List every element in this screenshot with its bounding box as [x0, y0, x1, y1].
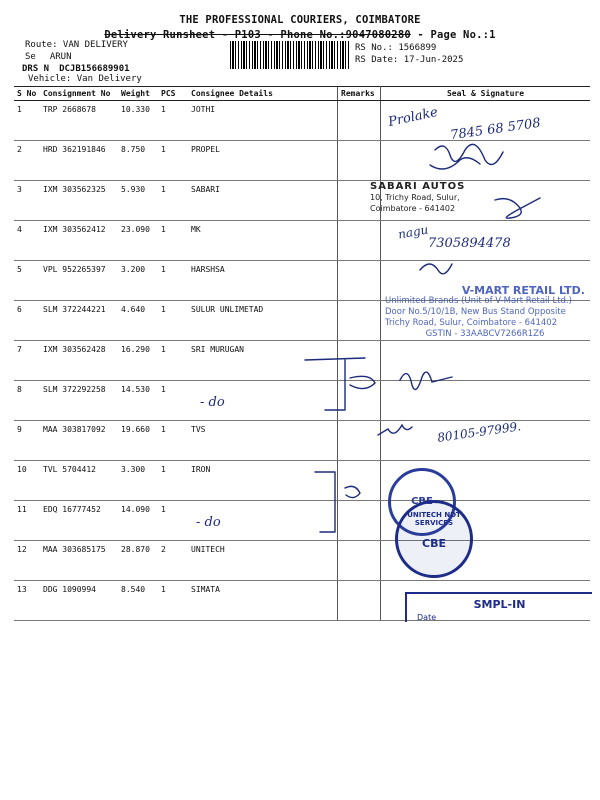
cell-pcs: 1: [158, 301, 188, 341]
cell-sno: 2: [14, 141, 40, 181]
cell-weight: 3.300: [118, 461, 158, 501]
cell-sno: 6: [14, 301, 40, 341]
row4-phone: 7305894478: [428, 236, 511, 251]
barcode: [230, 41, 350, 69]
cell-sno: 1: [14, 101, 40, 141]
cell-seal-signature: [381, 341, 591, 381]
cell-pcs: 1: [158, 581, 188, 621]
cell-remarks: [338, 461, 381, 501]
cell-weight: 3.200: [118, 261, 158, 301]
cell-consignee: MK: [188, 221, 338, 261]
document-title: THE PROFESSIONAL COURIERS, COIMBATORE: [179, 14, 421, 26]
cell-consignee: UNITECH: [188, 541, 338, 581]
cell-consignee: IRON: [188, 461, 338, 501]
vmart-brand: V-MART RETAIL LTD.: [461, 284, 585, 297]
vmart-stamp: [385, 285, 585, 340]
cell-consignee: SABARI: [188, 181, 338, 221]
subtitle-phone: No.:9047080280: [319, 29, 411, 41]
cell-remarks: [338, 101, 381, 141]
sabari-stamp: [370, 181, 465, 214]
col-remarks: Remarks: [338, 87, 381, 101]
cell-weight: 14.530: [118, 381, 158, 421]
se-label: Se: [25, 52, 36, 62]
table-header-row: [14, 87, 590, 101]
row1-signature: Prolake: [386, 104, 440, 131]
cell-consignment-no: IXM 303562428: [40, 341, 118, 381]
table-row: [14, 381, 590, 421]
cell-consignment-no: HRD 362191846: [40, 141, 118, 181]
col-consignment: Consignment No: [40, 87, 118, 101]
row8-ditto: - do: [200, 395, 225, 410]
cell-pcs: 1: [158, 141, 188, 181]
subtitle-prefix: Delivery Runsheet - P103 - Phone: [104, 29, 320, 41]
col-consignee: Consignee Details: [188, 87, 338, 101]
cell-consignment-no: SLM 372244221: [40, 301, 118, 341]
smplin-label: SMPL-IN: [473, 598, 526, 611]
vmart-gstin: GSTIN - 33AABCV7266R1Z6: [425, 329, 545, 339]
runsheet-table: [14, 86, 590, 621]
cell-consignee: JOTHI: [188, 101, 338, 141]
row9-phone: 80105-97999.: [436, 419, 522, 445]
rs-number: RS No.: 1566899: [355, 43, 437, 53]
cell-sno: 7: [14, 341, 40, 381]
table-row: [14, 341, 590, 381]
cell-pcs: 1: [158, 461, 188, 501]
cell-sno: 4: [14, 221, 40, 261]
table-row: [14, 501, 590, 541]
unitech-stamp-center: CBE: [422, 537, 446, 550]
cell-weight: 10.330: [118, 101, 158, 141]
cell-consignment-no: IXM 303562412: [40, 221, 118, 261]
route-label: Route: VAN DELIVERY: [25, 40, 128, 50]
drs-line: [22, 64, 130, 74]
cell-weight: 19.660: [118, 421, 158, 461]
row1-phone: 7845 68 5708: [449, 115, 542, 144]
cell-weight: 5.930: [118, 181, 158, 221]
sabari-stamp-addr1: 10, Trichy Road, Sulur,: [370, 193, 460, 202]
cell-weight: 8.540: [118, 581, 158, 621]
drs-label: DRS N: [22, 64, 50, 74]
cell-remarks: [338, 341, 381, 381]
cell-sno: 3: [14, 181, 40, 221]
cell-pcs: 1: [158, 221, 188, 261]
cell-consignment-no: MAA 303817092: [40, 421, 118, 461]
cell-consignment-no: TRP 2668678: [40, 101, 118, 141]
table-row: [14, 141, 590, 181]
row4-signature: nagu: [397, 222, 430, 242]
sabari-stamp-addr2: Coimbatore - 641402: [370, 204, 456, 213]
cell-remarks: [338, 541, 381, 581]
cell-pcs: 2: [158, 541, 188, 581]
sabari-stamp-name: SABARI AUTOS: [370, 181, 466, 192]
unitech-stamp: [395, 500, 473, 578]
cell-weight: 16.290: [118, 341, 158, 381]
cell-consignee: PROPEL: [188, 141, 338, 181]
cell-remarks: [338, 141, 381, 181]
cell-weight: 8.750: [118, 141, 158, 181]
table-row: [14, 461, 590, 501]
cell-consignment-no: MAA 303685175: [40, 541, 118, 581]
cell-remarks: [338, 421, 381, 461]
cell-sno: 11: [14, 501, 40, 541]
unitech-stamp-ring: UNITECH NDT SERVICES: [407, 511, 461, 527]
cell-pcs: 1: [158, 341, 188, 381]
cell-pcs: 1: [158, 421, 188, 461]
col-seal: Seal & Signature: [381, 87, 591, 101]
cell-weight: 23.090: [118, 221, 158, 261]
cell-weight: 14.090: [118, 501, 158, 541]
smplin-stamp: [405, 592, 592, 622]
cell-consignee: SRI MURUGAN: [188, 341, 338, 381]
cell-remarks: [338, 261, 381, 301]
vmart-line3: Trichy Road, Sulur, Coimbatore - 641402: [385, 318, 558, 328]
drs-value: DCJB156689901: [59, 64, 130, 74]
vmart-line2: Door No.5/10/1B, New Bus Stand Opposite: [385, 307, 566, 317]
cell-consignment-no: TVL 5704412: [40, 461, 118, 501]
cell-remarks: [338, 501, 381, 541]
cell-weight: 4.640: [118, 301, 158, 341]
cell-sno: 5: [14, 261, 40, 301]
se-line: [25, 52, 72, 62]
cell-seal-signature: [381, 381, 591, 421]
cell-consignee: HARSHSA: [188, 261, 338, 301]
cell-pcs: 1: [158, 181, 188, 221]
vmart-line1: Unlimited Brands (Unit of V-Mart Retail Ltd.): [385, 296, 572, 306]
col-weight: Weight: [118, 87, 158, 101]
cell-consignment-no: IXM 303562325: [40, 181, 118, 221]
vehicle-label: Vehicle: Van Delivery: [28, 74, 142, 84]
cell-sno: 12: [14, 541, 40, 581]
cell-weight: 28.870: [118, 541, 158, 581]
rs-date: RS Date: 17-Jun-2025: [355, 55, 464, 65]
row11-ditto: - do: [196, 515, 221, 530]
cell-consignment-no: DDG 1090994: [40, 581, 118, 621]
cell-consignment-no: EDQ 16777452: [40, 501, 118, 541]
cell-consignment-no: VPL 952265397: [40, 261, 118, 301]
cell-seal-signature: [381, 141, 591, 181]
cell-pcs: 1: [158, 381, 188, 421]
col-sno: S No: [14, 87, 40, 101]
cell-consignment-no: SLM 372292258: [40, 381, 118, 421]
cell-sno: 9: [14, 421, 40, 461]
cell-pcs: 1: [158, 501, 188, 541]
subtitle-suffix: - Page No.:1: [410, 29, 496, 41]
round-seal-center: CBE: [411, 496, 433, 507]
cell-remarks: [338, 221, 381, 261]
cell-remarks: [338, 381, 381, 421]
cell-consignee: SULUR UNLIMETAD: [188, 301, 338, 341]
cell-remarks: [338, 581, 381, 621]
cell-pcs: 1: [158, 261, 188, 301]
table-row: [14, 541, 590, 581]
cell-consignee: TVS: [188, 421, 338, 461]
cell-sno: 13: [14, 581, 40, 621]
cell-pcs: 1: [158, 101, 188, 141]
cell-sno: 10: [14, 461, 40, 501]
cell-consignee: SIMATA: [188, 581, 338, 621]
cell-remarks: [338, 301, 381, 341]
se-value: ARUN: [49, 52, 72, 62]
smplin-date-label: Date: [417, 613, 437, 622]
cell-sno: 8: [14, 381, 40, 421]
col-pcs: PCS: [158, 87, 188, 101]
table-row: [14, 181, 590, 221]
